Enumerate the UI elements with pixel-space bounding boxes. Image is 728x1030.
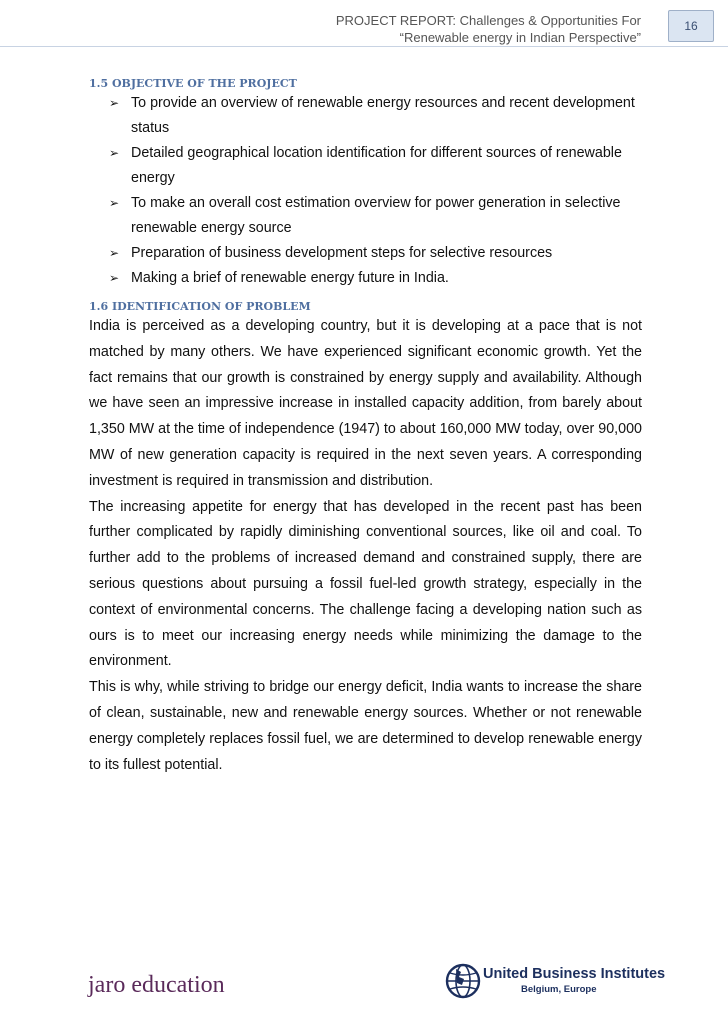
- objective-bullet-list: [89, 91, 642, 291]
- running-header: [336, 12, 641, 46]
- list-item: [89, 141, 642, 191]
- page-number-badge: [668, 10, 714, 42]
- header-title-line2: “Renewable energy in Indian Perspective”: [399, 30, 641, 45]
- arrow-bullet-icon: ➢: [109, 146, 120, 160]
- list-item: [89, 266, 642, 291]
- arrow-bullet-icon: ➢: [109, 96, 120, 110]
- logo-name: United Business Institutes: [483, 966, 666, 982]
- footer-brand-text: jaro education: [88, 972, 225, 998]
- list-item: [89, 241, 642, 266]
- section-heading-objective: 1.5 OBJECTIVE OF THE PROJECT: [89, 77, 297, 90]
- bullet-text: To provide an overview of renewable energy resources and recent development status: [131, 95, 635, 136]
- section-heading-problem: 1.6 IDENTIFICATION OF PROBLEM: [89, 300, 311, 313]
- bullet-text: Making a brief of renewable energy future in India.: [131, 270, 449, 286]
- list-item: [89, 91, 642, 141]
- arrow-bullet-icon: ➢: [109, 196, 120, 210]
- document-body: [89, 76, 642, 778]
- bullet-text: Preparation of business development steps for selective resources: [131, 245, 553, 261]
- arrow-bullet-icon: ➢: [109, 246, 120, 260]
- footer-logo: [445, 963, 666, 999]
- body-paragraph: This is why, while striving to bridge our energy deficit, India wants to increase the share of clean, sustainable, new and renewable energy sources. Whether or not renewable energy completely replaces fossil fuel, we are determined to develop renewable energy to its fullest potential.: [89, 679, 642, 773]
- logo-location: Belgium, Europe: [521, 984, 597, 995]
- page-number: 16: [684, 19, 698, 33]
- body-paragraph: The increasing appetite for energy that has developed in the recent past has been further complicated by rapidly diminishing conventional sources, like oil and coal. To further add to the problems of increased demand and constrained supply, there are serious questions about pursuing a fossil fuel-led growth strategy, especially in the context of environmental concerns. The challenge facing a developing nation such as ours is to meet our increasing energy needs while minimizing the damage to the environment.: [89, 498, 642, 670]
- arrow-bullet-icon: ➢: [109, 271, 120, 285]
- header-title-line1: PROJECT REPORT: Challenges & Opportunities For: [335, 13, 641, 28]
- body-paragraph: India is perceived as a developing country, but it is developing at a pace that is not matched by many others. We have experienced significant economic growth. Yet the fact remains that our growth is constrained by energy supply and availability. Although we have seen an impressive increase in installed capacity addition, from barely about 1,350 MW at the time of independence (1947) to about 160,000 MW today, over 90,000 MW of new generation capacity is required in the next seven years. A corresponding investment is required in transmission and distribution.: [89, 318, 642, 489]
- bullet-text: To make an overall cost estimation overview for power generation in selective renewable energy source: [131, 195, 621, 236]
- globe-logo-icon: [445, 963, 481, 999]
- header-rule: [0, 46, 728, 47]
- bullet-text: Detailed geographical location identification for different sources of renewable energy: [131, 145, 622, 186]
- list-item: [89, 191, 642, 241]
